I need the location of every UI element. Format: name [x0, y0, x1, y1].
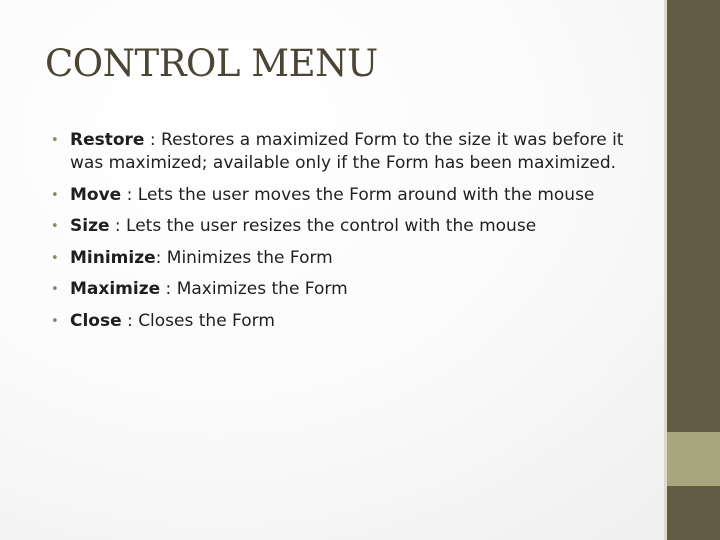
- bullet-separator: :: [121, 184, 138, 205]
- bullet-item-restore: [51, 129, 636, 175]
- bullet-text: Lets the user moves the Form around with the mouse: [137, 184, 595, 205]
- sidebar-band-top: [667, 0, 720, 432]
- bullet-separator: :: [160, 279, 177, 299]
- bullet-term: Maximize: [70, 279, 161, 299]
- bullet-term: Size: [70, 216, 110, 236]
- bullet-text: Maximizes the Form: [176, 279, 348, 299]
- bullet-separator: :: [121, 310, 139, 331]
- bullet-icon: •: [51, 133, 59, 148]
- bullet-separator: :: [155, 247, 167, 268]
- bullet-list: [51, 129, 636, 341]
- bullet-text: Minimizes the Form: [166, 247, 333, 268]
- bullet-icon: •: [51, 282, 59, 297]
- bullet-term: Restore: [70, 130, 145, 150]
- sidebar-band-accent: [667, 432, 720, 486]
- bullet-text: Closes the Form: [138, 310, 275, 331]
- bullet-item-move: [51, 184, 636, 207]
- sidebar-band-bottom: [667, 486, 720, 540]
- bullet-separator: :: [109, 216, 127, 236]
- slide-title: CONTROL MENU: [45, 42, 378, 85]
- bullet-icon: •: [51, 219, 59, 234]
- bullet-icon: •: [51, 313, 59, 329]
- bullet-term: Move: [70, 184, 122, 205]
- bullet-item-minimize: [51, 247, 636, 270]
- bullet-item-size: [51, 215, 636, 238]
- bullet-term: Close: [70, 310, 122, 331]
- bullet-item-maximize: [51, 278, 636, 301]
- bullet-text: Restores a maximized Form to the size it was before it was maximized; available only if the Form has been maximized.: [70, 130, 624, 173]
- bullet-separator: :: [144, 130, 162, 150]
- bullet-text: Lets the user resizes the control with the mouse: [126, 216, 537, 236]
- bullet-term: Minimize: [70, 247, 156, 268]
- bullet-icon: •: [51, 250, 59, 266]
- bullet-icon: •: [51, 187, 59, 203]
- bullet-item-close: [51, 310, 636, 333]
